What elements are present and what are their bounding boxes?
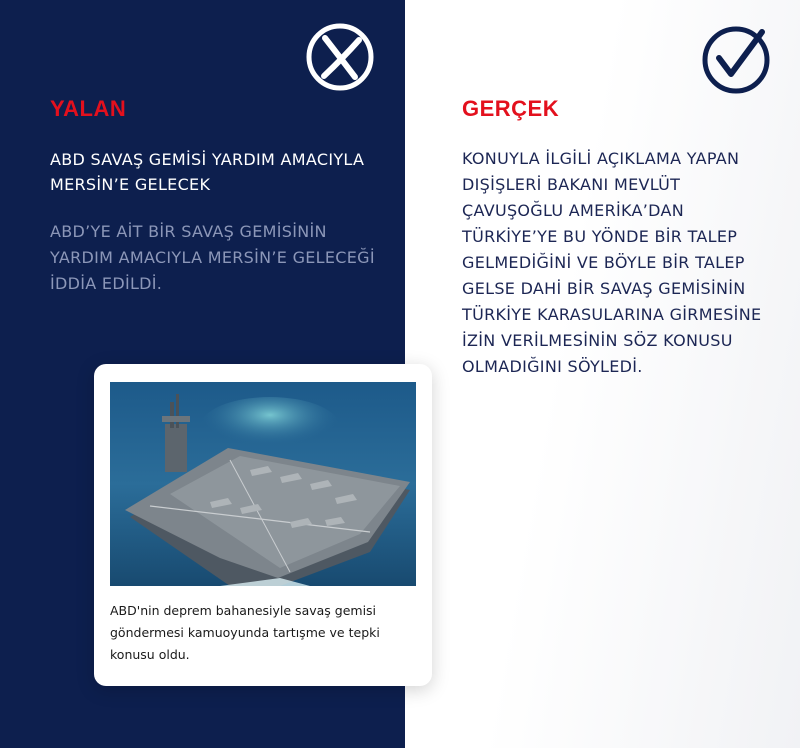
claim-headline: ABD SAVAŞ GEMİSİ YARDIM AMACIYLA MERSİN’E GELECEK [50,150,365,194]
fact-description: KONUYLA İLGİLİ AÇIKLAMA YAPAN DIŞİŞLERİ BAKANI MEVLÜT ÇAVUŞOĞLU AMERİKA’DAN TÜRKİYE’YE BU YÖNDE BİR TALEP GELMEDİĞİNİ VE BÖYLE BİR TALEP GELSE DAHİ BİR SAVAŞ GEMİSİNİN TÜRKİYE KARASULARINA GİRMESİNE İZİN VERİLMESİNİN SÖZ KONUSU OLMADIĞINI SÖYLEDİ. [462,149,762,376]
check-mark-icon [700,22,772,94]
false-label: YALAN [50,96,127,121]
photo-card [94,364,432,686]
aircraft-carrier-photo [110,382,416,586]
photo-caption: ABD'nin deprem bahanesiyle savaş gemisi göndermesi kamuoyunda tartışme ve tepki konusu oldu. [110,603,380,662]
true-label: GERÇEK [462,96,560,121]
claim-description: ABD’YE AİT BİR SAVAŞ GEMİSİNİN YARDIM AMACIYLA MERSİN’E GELECEĞİ İDDİA EDİLDİ. [50,222,375,293]
x-mark-icon [305,22,375,92]
